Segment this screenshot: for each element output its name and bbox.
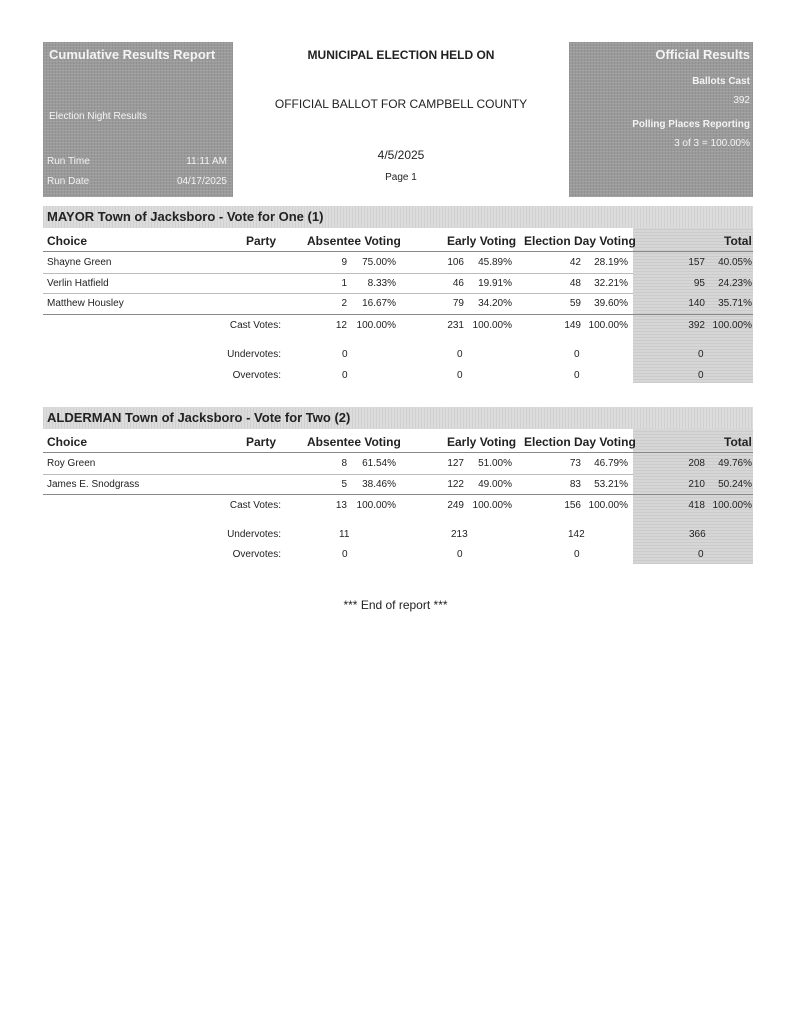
early-percent: 49.00% (478, 479, 512, 490)
col-total-header: Total (724, 234, 752, 248)
election-day-votes: 42 (569, 257, 581, 268)
candidate-name: Shayne Green (47, 257, 112, 268)
total-votes: 140 (688, 298, 705, 309)
absentee-percent: 8.33% (367, 278, 396, 289)
early-votes: 122 (447, 479, 464, 490)
row-divider (43, 474, 633, 475)
overvotes-label: Overvotes: (232, 549, 281, 560)
election-day-percent: 39.60% (594, 298, 628, 309)
total-undervotes: 366 (689, 529, 706, 540)
total-votes: 418 (688, 500, 705, 511)
ballot-subtitle: OFFICIAL BALLOT FOR CAMPBELL COUNTY (274, 97, 528, 111)
run-time-label: Run Time (47, 156, 90, 167)
overvotes-label: Overvotes: (232, 370, 281, 381)
total-percent: 100.00% (712, 320, 752, 331)
early-votes: 79 (452, 298, 464, 309)
undervotes-label: Undervotes: (227, 529, 281, 540)
early-percent: 51.00% (478, 458, 512, 469)
total-overvotes: 0 (698, 549, 704, 560)
election-day-votes: 149 (564, 320, 581, 331)
absentee-overvotes: 0 (342, 370, 348, 381)
total-percent: 100.00% (712, 500, 752, 511)
election-day-percent: 46.79% (594, 458, 628, 469)
early-undervotes: 0 (457, 349, 463, 360)
total-percent: 49.76% (718, 458, 752, 469)
divider (43, 452, 753, 453)
absentee-percent: 16.67% (362, 298, 396, 309)
election-day-votes: 73 (569, 458, 581, 469)
col-early-header: Early Voting (447, 435, 517, 449)
row-divider (43, 273, 633, 274)
polling-places-label: Polling Places Reporting (632, 119, 750, 130)
run-date-value: 04/17/2025 (176, 176, 227, 187)
total-undervotes: 0 (698, 349, 704, 360)
election-day-votes: 156 (564, 500, 581, 511)
early-votes: 46 (452, 278, 464, 289)
absentee-percent: 100.00% (356, 500, 396, 511)
total-column-bg (633, 429, 753, 564)
run-time-row (47, 156, 227, 167)
early-percent: 34.20% (478, 298, 512, 309)
contest-title: MAYOR Town of Jacksboro - Vote for One (1) (43, 206, 753, 228)
cast-votes-label: Cast Votes: (229, 320, 281, 331)
total-votes: 210 (688, 479, 705, 490)
col-party-header: Party (246, 234, 277, 248)
early-percent: 100.00% (472, 500, 512, 511)
total-votes: 157 (688, 257, 705, 268)
ballots-cast-label: Ballots Cast (692, 76, 750, 87)
election-day-percent: 53.21% (594, 479, 628, 490)
divider (43, 494, 753, 495)
early-overvotes: 0 (457, 549, 463, 560)
official-results-title: Official Results (655, 47, 750, 62)
early-percent: 100.00% (472, 320, 512, 331)
early-percent: 45.89% (478, 257, 512, 268)
election-day-overvotes: 0 (574, 370, 580, 381)
official-results-box (569, 42, 753, 197)
election-day-votes: 83 (569, 479, 581, 490)
absentee-percent: 38.46% (362, 479, 396, 490)
election-day-overvotes: 0 (574, 549, 580, 560)
election-day-percent: 100.00% (588, 320, 628, 331)
absentee-percent: 61.54% (362, 458, 396, 469)
election-day-percent: 28.19% (594, 257, 628, 268)
early-votes: 249 (447, 500, 464, 511)
absentee-votes: 9 (341, 257, 347, 268)
row-divider (43, 293, 633, 294)
absentee-votes: 1 (341, 278, 347, 289)
contest-title: ALDERMAN Town of Jacksboro - Vote for Two (2) (43, 407, 753, 429)
run-date-label: Run Date (47, 176, 90, 187)
report-subtitle: Election Night Results (49, 111, 147, 122)
cast-votes-label: Cast Votes: (229, 500, 281, 511)
col-absentee-header: Absentee Voting (307, 435, 401, 449)
early-overvotes: 0 (457, 370, 463, 381)
absentee-overvotes: 0 (342, 549, 348, 560)
divider (43, 314, 753, 315)
absentee-votes: 5 (341, 479, 347, 490)
col-choice-header: Choice (47, 234, 88, 248)
election-day-undervotes: 0 (574, 349, 580, 360)
total-percent: 50.24% (718, 479, 752, 490)
early-votes: 127 (447, 458, 464, 469)
polling-places-value: 3 of 3 = 100.00% (674, 138, 750, 149)
page-number: Page 1 (385, 172, 417, 183)
election-day-votes: 59 (569, 298, 581, 309)
election-day-votes: 48 (569, 278, 581, 289)
run-date-row (47, 176, 227, 187)
total-votes: 208 (688, 458, 705, 469)
report-title: Cumulative Results Report (49, 47, 216, 62)
ballots-cast-value: 392 (733, 95, 750, 106)
election-title: MUNICIPAL ELECTION HELD ON (307, 48, 495, 62)
col-choice-header: Choice (47, 435, 88, 449)
absentee-votes: 12 (335, 320, 347, 331)
early-votes: 106 (447, 257, 464, 268)
election-day-percent: 32.21% (594, 278, 628, 289)
run-time-value: 11:11 AM (186, 156, 227, 167)
early-percent: 19.91% (478, 278, 512, 289)
candidate-name: James E. Snodgrass (47, 479, 140, 490)
undervotes-label: Undervotes: (227, 349, 281, 360)
col-party-header: Party (246, 435, 277, 449)
absentee-votes: 8 (341, 458, 347, 469)
election-date: 4/5/2025 (377, 148, 425, 162)
divider (43, 251, 753, 252)
absentee-undervotes: 11 (339, 529, 350, 540)
election-day-percent: 100.00% (588, 500, 628, 511)
col-absentee-header: Absentee Voting (307, 234, 401, 248)
absentee-votes: 2 (341, 298, 347, 309)
col-election-day-header: Election Day Voting (524, 435, 636, 449)
total-percent: 40.05% (718, 257, 752, 268)
total-percent: 24.23% (718, 278, 752, 289)
end-of-report: *** End of report *** (343, 598, 448, 612)
candidate-name: Roy Green (47, 458, 96, 469)
total-votes: 392 (688, 320, 705, 331)
candidate-name: Matthew Housley (47, 298, 124, 309)
candidate-name: Verlin Hatfield (47, 278, 109, 289)
early-undervotes: 213 (451, 529, 468, 540)
election-day-undervotes: 142 (568, 529, 585, 540)
absentee-percent: 75.00% (362, 257, 396, 268)
report-info-box (43, 42, 233, 197)
absentee-votes: 13 (335, 500, 347, 511)
absentee-percent: 100.00% (356, 320, 396, 331)
total-votes: 95 (693, 278, 705, 289)
total-percent: 35.71% (718, 298, 752, 309)
early-votes: 231 (447, 320, 464, 331)
col-election-day-header: Election Day Voting (524, 234, 636, 248)
absentee-undervotes: 0 (342, 349, 348, 360)
col-early-header: Early Voting (447, 234, 517, 248)
col-total-header: Total (724, 435, 752, 449)
total-overvotes: 0 (698, 370, 704, 381)
